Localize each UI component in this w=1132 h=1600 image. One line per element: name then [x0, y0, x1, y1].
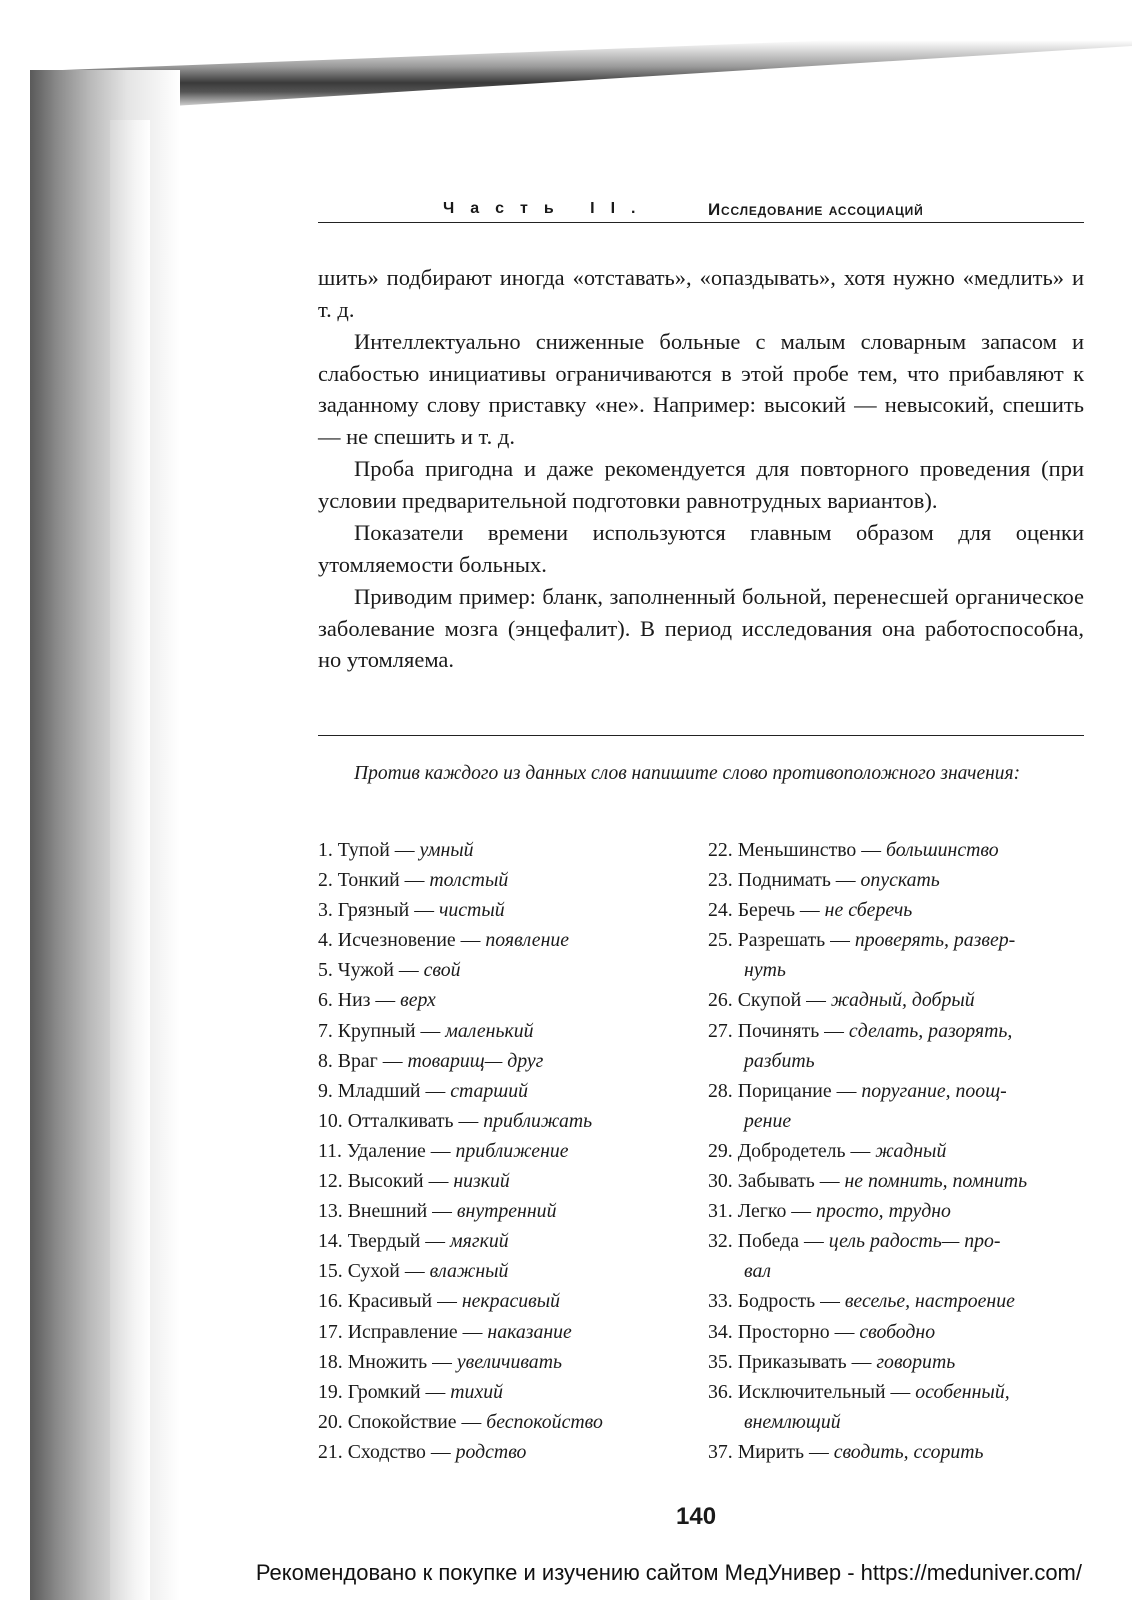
list-item: 27. Починять — сделать, разорять, разбить: [708, 1019, 1013, 1072]
body-text: [318, 262, 1084, 676]
word-list-right: [708, 835, 1088, 1467]
list-item: 12. Высокий — низкий: [318, 1170, 510, 1193]
list-item: 17. Исправление — наказание: [318, 1320, 572, 1343]
list-item: 16. Красивый — некрасивый: [318, 1290, 561, 1313]
list-item: 8. Враг — товарищ— друг: [318, 1049, 544, 1072]
list-item-continuation: рение: [744, 1109, 792, 1132]
paragraph: Показатели времени используются главным образом для оценки утомляемости больных.: [318, 520, 1084, 577]
list-item-continuation: вал: [744, 1260, 771, 1283]
list-item: 24. Беречь — не сберечь: [708, 899, 913, 922]
list-item: 4. Исчезновение — появление: [318, 929, 570, 952]
scan-shadow-left: [30, 70, 180, 1600]
list-item: 6. Низ — верх: [318, 989, 436, 1012]
list-item: 22. Меньшинство — большинство: [708, 839, 999, 861]
list-item: 10. Отталкивать — приближать: [318, 1109, 593, 1132]
scan-shadow-top: [30, 0, 1132, 115]
list-item: 3. Грязный — чистый: [318, 899, 505, 922]
section-divider: [318, 735, 1084, 736]
form-instruction: Против каждого из данных слов напишите слово противоположного значения:: [354, 763, 1021, 784]
list-item: 21. Сходство — родство: [318, 1440, 527, 1463]
list-item: 9. Младший — старший: [318, 1079, 528, 1102]
paragraph: шить» подбирают иногда «отставать», «опаздывать», хотя нужно «медлить» и т. д.: [318, 265, 1084, 322]
list-item: 33. Бодрость — веселье, настроение: [708, 1290, 1015, 1313]
list-item-continuation: нуть: [744, 959, 786, 982]
list-item: 1. Тупой — умный: [318, 839, 474, 861]
chapter-label: Часть II.: [443, 200, 652, 217]
chapter-title: Исследование ассоциаций: [708, 200, 924, 219]
list-item: 29. Добродетель — жадный: [708, 1139, 947, 1162]
list-item: 28. Порицание — поругание, поощ- рение: [708, 1079, 1007, 1132]
list-item: 20. Спокойствие — беспокойство: [318, 1410, 603, 1433]
list-item: 2. Тонкий — толстый: [318, 869, 509, 892]
scan-page-edge: [110, 120, 150, 1600]
list-item: 13. Внешний — внутренний: [318, 1200, 557, 1223]
list-item: 19. Громкий — тихий: [318, 1380, 504, 1403]
list-item-continuation: разбить: [744, 1049, 815, 1072]
list-item: 37. Мирить — сводить, ссорить: [708, 1440, 984, 1463]
list-item: 25. Разрешать — проверять, развер- нуть: [708, 929, 1016, 982]
list-item: 7. Крупный — маленький: [318, 1019, 534, 1042]
paragraph: Интеллектуально сниженные больные с малым словарным запасом и слабостью инициативы ограничиваются в этой пробе тем, что прибавляют к заданному слову приставку «не». Например: высокий — невысокий, спешить — не спешить и т. д.: [318, 329, 1084, 449]
list-item: 35. Приказывать — говорить: [708, 1350, 956, 1373]
list-item: 5. Чужой — свой: [318, 959, 461, 982]
page-number: 140: [676, 1503, 717, 1530]
list-item-continuation: внемлющий: [744, 1410, 841, 1433]
list-item: 18. Множить — увеличивать: [318, 1350, 562, 1373]
word-list-left: [318, 835, 708, 1467]
list-item: 32. Победа — цель радость— про- вал: [708, 1230, 1001, 1283]
list-item: 34. Просторно — свободно: [708, 1320, 936, 1343]
footer-watermark: Рекомендовано к покупке и изучению сайтом МедУнивер - https://meduniver.com/: [255, 1560, 1082, 1585]
list-item: 36. Исключительный — особенный, внемлющий: [708, 1380, 1010, 1433]
list-item: 26. Скупой — жадный, добрый: [708, 989, 975, 1012]
running-head: [318, 200, 1084, 223]
list-item: 14. Твердый — мягкий: [318, 1230, 509, 1253]
list-item: 15. Сухой — влажный: [318, 1260, 509, 1283]
paragraph: Проба пригодна и даже рекомендуется для повторного проведения (при условии предварительной подготовки равнотрудных вариантов).: [318, 456, 1084, 513]
paragraph: Приводим пример: бланк, заполненный больной, перенесшей органическое заболевание мозга (энцефалит). В период исследования она работоспособна, но утомляема.: [318, 584, 1084, 672]
list-item: 30. Забывать — не помнить, помнить: [708, 1170, 1028, 1193]
list-item: 11. Удаление — приближение: [318, 1139, 569, 1162]
list-item: 23. Поднимать — опускать: [708, 869, 940, 892]
list-item: 31. Легко — просто, трудно: [708, 1200, 951, 1223]
